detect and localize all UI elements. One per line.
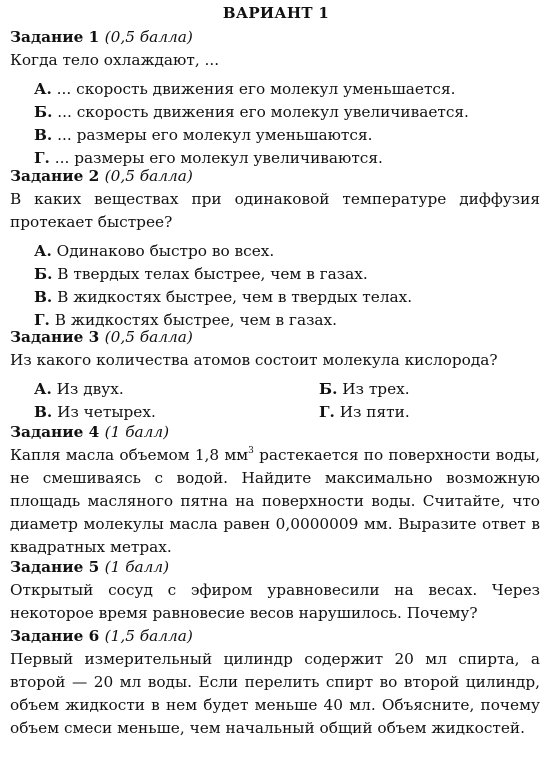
option-text: ... размеры его молекул увеличиваются. [54,149,383,167]
task-3-option-a [34,378,319,401]
task-4-points: (1 балл) [104,423,170,441]
option-text: ... скорость движения его молекул увеличивается. [57,103,469,121]
task-4 [10,421,540,559]
task-2-option-a [34,240,540,263]
task-2-points: (0,5 балла) [104,167,193,185]
option-text: В твердых телах быстрее, чем в газах. [57,265,368,283]
task-2-heading [10,165,540,188]
option-letter: Б. [319,380,338,398]
option-text: Из пяти. [339,403,410,421]
task-1 [10,26,540,170]
task-3-options [10,378,540,424]
task-5-heading [10,556,540,579]
task-3-label: Задание 3 [10,328,100,346]
task-2 [10,165,540,332]
task-1-option-b [34,101,540,124]
task-1-options [10,78,540,170]
task-1-points: (0,5 балла) [104,28,193,46]
task-1-label: Задание 1 [10,28,100,46]
option-letter: Б. [34,265,53,283]
task-2-options [10,240,540,332]
task-4-question [10,444,540,559]
option-letter: Г. [34,149,50,167]
task-2-option-c [34,286,540,309]
option-letter: Г. [34,311,50,329]
task-3-question: Из какого количества атомов состоит молекула кислорода? [10,351,498,369]
option-letter: А. [34,80,52,98]
option-letter: А. [34,242,52,260]
task-4-question-start: Капля масла объемом 1,8 мм [10,446,249,464]
option-letter: А. [34,380,52,398]
task-1-heading [10,26,540,49]
task-2-question: В каких веществах при одинаковой температуре диффузия протекает быстрее? [10,190,540,231]
task-3-heading [10,326,540,349]
option-text: ... размеры его молекул уменьшаются. [57,126,373,144]
task-1-option-a [34,78,540,101]
task-3-points: (0,5 балла) [104,328,193,346]
option-letter: В. [34,288,53,306]
option-text: Одинаково быстро во всех. [56,242,275,260]
variant-title: ВАРИАНТ 1 [222,4,330,22]
option-text: ... скорость движения его молекул уменьшается. [56,80,456,98]
task-6-points: (1,5 балла) [104,627,193,645]
task-6 [10,625,540,740]
option-text: Из трех. [342,380,410,398]
task-4-label: Задание 4 [10,423,100,441]
task-6-label: Задание 6 [10,627,100,645]
task-5 [10,556,540,625]
cube-exponent: 3 [248,445,254,456]
task-5-question: Открытый сосуд с эфиром уравновесили на весах. Через некоторое время равновесие весов нарушилось. Почему? [10,581,540,622]
task-6-question: Первый измерительный цилиндр содержит 20 мл спирта, а второй — 20 мл воды. Если перелить спирт во второй цилиндр, объем жидкости в нем будет меньше 40 мл. Объясните, почему объем смеси меньше, чем начальный общий объем жидкостей. [10,650,540,737]
option-letter: Г. [319,403,335,421]
task-1-question: Когда тело охлаждают, ... [10,51,220,69]
option-text: Из четырех. [57,403,156,421]
task-3-option-b [319,378,519,401]
option-text: В жидкостях быстрее, чем в газах. [54,311,338,329]
option-text: В жидкостях быстрее, чем в твердых телах. [57,288,413,306]
task-4-question-rest: растекается по поверхности воды, не смешиваясь с водой. Найдите максимально возможную площадь масляного пятна на поверхности воды. Считайте, что диаметр молекулы масла равен 0,0000009 мм. Выразите ответ в квадратных метрах. [10,446,540,556]
task-4-heading [10,421,540,444]
option-letter: В. [34,126,53,144]
task-3 [10,326,540,424]
task-1-option-c [34,124,540,147]
option-letter: Б. [34,103,53,121]
task-6-heading [10,625,540,648]
option-text: Из двух. [56,380,124,398]
task-2-label: Задание 2 [10,167,100,185]
task-5-label: Задание 5 [10,558,100,576]
option-letter: В. [34,403,53,421]
task-5-points: (1 балл) [104,558,170,576]
task-2-option-b [34,263,540,286]
